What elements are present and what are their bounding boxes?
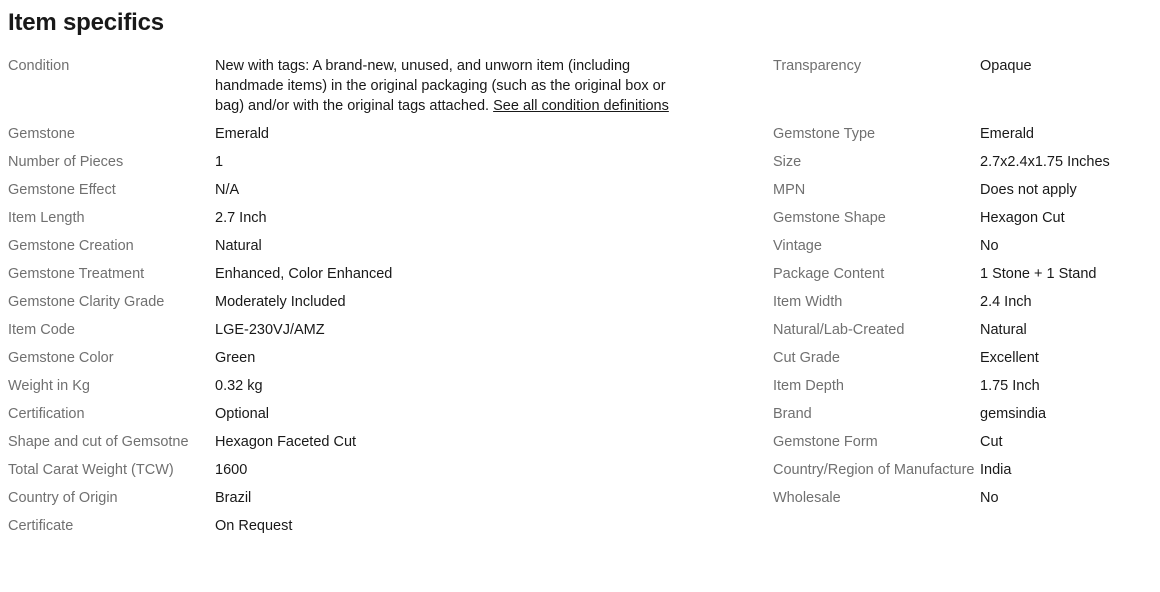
spec-value: Emerald: [215, 126, 269, 142]
spec-value: 1.75 Inch: [980, 378, 1040, 394]
spec-value: No: [980, 238, 999, 254]
spec-label: Size: [773, 154, 802, 170]
spec-label: MPN: [773, 182, 806, 198]
spec-value: Excellent: [980, 350, 1039, 366]
spec-label: Gemstone Shape: [773, 210, 886, 226]
spec-value: LGE-230VJ/AMZ: [215, 322, 325, 338]
spec-value-condition: [215, 56, 773, 116]
spec-value: No: [980, 490, 999, 506]
spec-value: Optional: [215, 406, 270, 422]
spec-value: Hexagon Faceted Cut: [215, 434, 357, 450]
spec-label: Item Depth: [773, 378, 844, 394]
spec-label: Gemstone Treatment: [8, 266, 145, 282]
spec-label: Cut Grade: [773, 350, 840, 366]
see-all-condition-definitions-link[interactable]: See all condition definitions: [493, 98, 669, 114]
spec-label: Gemstone Type: [773, 126, 876, 142]
spec-value: 2.4 Inch: [980, 294, 1032, 310]
spec-value: N/A: [215, 182, 240, 198]
spec-label: Item Width: [773, 294, 843, 310]
spec-value-transparency: Opaque: [980, 58, 1032, 74]
spec-value: 1600: [215, 462, 248, 478]
spec-label: Total Carat Weight (TCW): [8, 462, 174, 478]
spec-label-transparency: Transparency: [773, 58, 862, 74]
spec-label: Weight in Kg: [8, 378, 90, 394]
spec-value: Moderately Included: [215, 294, 346, 310]
spec-value: [980, 516, 1158, 536]
spec-label: [773, 516, 980, 536]
spec-value: 1: [215, 154, 224, 170]
spec-label: Wholesale: [773, 490, 841, 506]
spec-value: India: [980, 462, 1012, 478]
spec-label: Country/Region of Manufacture: [773, 462, 975, 478]
spec-value: 1 Stone + 1 Stand: [980, 266, 1097, 282]
spec-label: Item Length: [8, 210, 85, 226]
spec-label: Gemstone Effect: [8, 182, 116, 198]
spec-label: Gemstone: [8, 126, 75, 142]
spec-label: Vintage: [773, 238, 822, 254]
spec-label-condition: Condition: [8, 58, 70, 74]
spec-label: Natural/Lab-Created: [773, 322, 905, 338]
spec-label: Gemstone Clarity Grade: [8, 294, 165, 310]
spec-value: 2.7x2.4x1.75 Inches: [980, 154, 1110, 170]
spec-value: Emerald: [980, 126, 1034, 142]
spec-label: Gemstone Creation: [8, 238, 134, 254]
spec-label: Shape and cut of Gemsotne: [8, 434, 189, 450]
spec-value: Enhanced, Color Enhanced: [215, 266, 393, 282]
spec-value: Brazil: [215, 490, 252, 506]
spec-label: Gemstone Form: [773, 434, 878, 450]
spec-value: 0.32 kg: [215, 378, 263, 394]
item-specifics-grid: [8, 56, 1158, 544]
spec-label: Country of Origin: [8, 490, 118, 506]
spec-value: Green: [215, 350, 256, 366]
spec-value: On Request: [215, 518, 293, 534]
spec-label: Brand: [773, 406, 812, 422]
spec-label: Certificate: [8, 518, 74, 534]
spec-value: 2.7 Inch: [215, 210, 267, 226]
section-title: Item specifics: [8, 9, 164, 36]
spec-label: Gemstone Color: [8, 350, 114, 366]
spec-value: Natural: [215, 238, 262, 254]
spec-label: Certification: [8, 406, 85, 422]
spec-label: Item Code: [8, 322, 75, 338]
spec-value: gemsindia: [980, 406, 1047, 422]
spec-value: Hexagon Cut: [980, 210, 1065, 226]
condition-text: New with tags: A brand-new, unused, and unworn item (including handmade items) in the original packaging (such as the original box or bag) and/or with the original tags attached.: [215, 58, 666, 114]
spec-value: Natural: [980, 322, 1027, 338]
spec-value: Does not apply: [980, 182, 1077, 198]
spec-value: Cut: [980, 434, 1003, 450]
spec-label: Number of Pieces: [8, 154, 124, 170]
spec-label: Package Content: [773, 266, 885, 282]
